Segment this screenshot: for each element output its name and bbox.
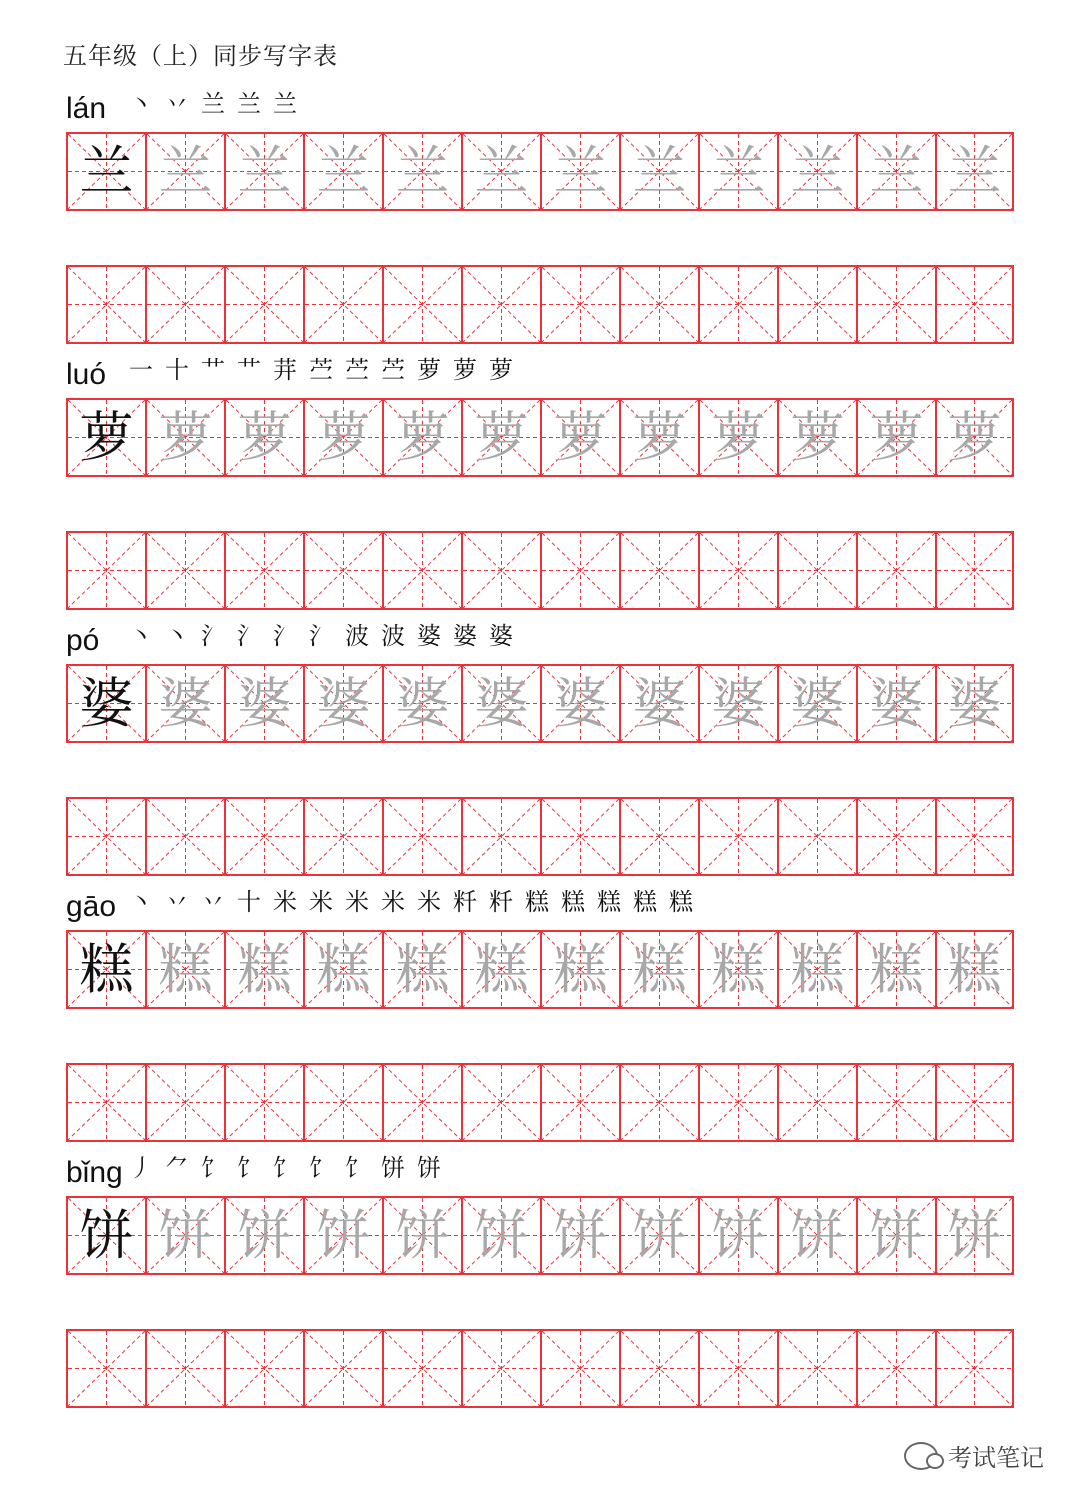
practice-cell[interactable] <box>698 799 777 874</box>
tracing-cell[interactable] <box>856 134 935 209</box>
tracing-cell[interactable] <box>224 134 303 209</box>
tracing-cell[interactable] <box>303 400 382 475</box>
tracing-cell[interactable] <box>461 400 540 475</box>
stroke-step: 苎 <box>309 356 333 384</box>
tracing-cell[interactable] <box>382 932 461 1007</box>
tracing-cell[interactable] <box>698 932 777 1007</box>
stroke-order <box>126 1156 444 1180</box>
stroke-order <box>126 624 516 648</box>
trace-character: 兰 <box>237 139 292 203</box>
tracing-cell[interactable] <box>145 932 224 1007</box>
trace-character: 婆 <box>316 671 371 735</box>
practice-cell[interactable] <box>303 1065 382 1140</box>
stroke-step: 粁 <box>489 888 513 916</box>
trace-character: 饼 <box>237 1203 292 1267</box>
trace-character: 兰 <box>632 139 687 203</box>
trace-character: 饼 <box>632 1203 687 1267</box>
practice-cell[interactable] <box>66 1065 145 1140</box>
trace-character: 饼 <box>947 1203 1002 1267</box>
tracing-cell[interactable] <box>856 932 935 1007</box>
stroke-step: 糕 <box>525 888 549 916</box>
practice-cell[interactable] <box>619 533 698 608</box>
stroke-step: 萝 <box>453 356 477 384</box>
tracing-cell[interactable] <box>777 666 856 741</box>
stroke-step: 萝 <box>489 356 513 384</box>
practice-cell[interactable] <box>619 1331 698 1406</box>
tracing-cell[interactable] <box>382 666 461 741</box>
practice-cell[interactable] <box>698 1065 777 1140</box>
trace-character: 兰 <box>474 139 529 203</box>
stroke-step: 丶 <box>129 888 153 916</box>
tracing-cell[interactable] <box>303 932 382 1007</box>
page-title: 五年级（上）同步写字表 <box>63 42 338 70</box>
tracing-cell[interactable] <box>698 400 777 475</box>
tracing-cell[interactable] <box>224 1198 303 1273</box>
tracing-cell[interactable] <box>856 400 935 475</box>
practice-cell[interactable] <box>540 1331 619 1406</box>
stroke-step: 饣 <box>237 1154 261 1182</box>
trace-character: 婆 <box>947 671 1002 735</box>
stroke-step: 艹 <box>237 356 261 384</box>
practice-cell[interactable] <box>303 267 382 342</box>
model-character: 饼 <box>79 1203 134 1267</box>
practice-cell[interactable] <box>777 533 856 608</box>
tracing-cell[interactable] <box>303 666 382 741</box>
trace-character: 饼 <box>474 1203 529 1267</box>
practice-cell[interactable] <box>66 267 145 342</box>
stroke-step: 米 <box>381 888 405 916</box>
tracing-cell[interactable] <box>619 1198 698 1273</box>
pinyin-label: bǐng <box>66 1156 123 1189</box>
trace-character: 兰 <box>316 139 371 203</box>
model-cell <box>66 400 145 475</box>
watermark <box>904 1438 1044 1473</box>
trace-character: 兰 <box>711 139 766 203</box>
practice-cell[interactable] <box>461 533 540 608</box>
stroke-step: 丶 <box>129 90 153 118</box>
practice-cell[interactable] <box>777 1065 856 1140</box>
practice-cell[interactable] <box>698 533 777 608</box>
practice-cell[interactable] <box>935 1331 1014 1406</box>
tracing-row <box>66 398 1014 477</box>
tracing-cell[interactable] <box>382 134 461 209</box>
practice-cell[interactable] <box>224 267 303 342</box>
stroke-step: 兰 <box>237 90 261 118</box>
trace-character: 兰 <box>790 139 845 203</box>
tracing-cell[interactable] <box>935 666 1014 741</box>
stroke-step: 饼 <box>417 1154 441 1182</box>
practice-cell[interactable] <box>66 1331 145 1406</box>
stroke-step: 米 <box>417 888 441 916</box>
trace-character: 糕 <box>395 937 450 1001</box>
practice-cell[interactable] <box>935 1065 1014 1140</box>
stroke-step: 丶 <box>165 622 189 650</box>
tracing-cell[interactable] <box>619 400 698 475</box>
trace-character: 萝 <box>395 405 450 469</box>
trace-character: 萝 <box>869 405 924 469</box>
tracing-cell[interactable] <box>935 400 1014 475</box>
practice-cell[interactable] <box>145 267 224 342</box>
stroke-step: 丿 <box>129 1154 153 1182</box>
stroke-step: 一 <box>129 356 153 384</box>
stroke-step: 米 <box>273 888 297 916</box>
stroke-step: 饣 <box>345 1154 369 1182</box>
trace-character: 糕 <box>790 937 845 1001</box>
stroke-step: 婆 <box>417 622 441 650</box>
tracing-cell[interactable] <box>856 1198 935 1273</box>
trace-character: 兰 <box>869 139 924 203</box>
trace-character: 婆 <box>158 671 213 735</box>
stroke-step: 氵 <box>273 622 297 650</box>
practice-cell[interactable] <box>540 533 619 608</box>
stroke-step: 氵 <box>237 622 261 650</box>
practice-cell[interactable] <box>856 267 935 342</box>
stroke-order <box>126 92 300 116</box>
trace-character: 饼 <box>553 1203 608 1267</box>
trace-character: 婆 <box>237 671 292 735</box>
stroke-step: 饣 <box>309 1154 333 1182</box>
stroke-step: 兰 <box>273 90 297 118</box>
tracing-cell[interactable] <box>303 134 382 209</box>
practice-cell[interactable] <box>540 1065 619 1140</box>
stroke-order <box>126 890 696 914</box>
trace-character: 萝 <box>474 405 529 469</box>
tracing-cell[interactable] <box>619 134 698 209</box>
stroke-step: 苎 <box>381 356 405 384</box>
tracing-cell[interactable] <box>698 666 777 741</box>
trace-character: 萝 <box>632 405 687 469</box>
model-character: 兰 <box>79 139 134 203</box>
tracing-cell[interactable] <box>145 134 224 209</box>
trace-character: 糕 <box>158 937 213 1001</box>
tracing-cell[interactable] <box>540 932 619 1007</box>
pinyin-label: pó <box>66 624 100 657</box>
practice-cell[interactable] <box>382 799 461 874</box>
watermark-text: 考试笔记 <box>948 1444 1044 1472</box>
practice-cell[interactable] <box>619 799 698 874</box>
practice-cell[interactable] <box>303 799 382 874</box>
practice-cell[interactable] <box>382 267 461 342</box>
model-character: 糕 <box>79 937 134 1001</box>
practice-cell[interactable] <box>66 799 145 874</box>
practice-cell[interactable] <box>777 1331 856 1406</box>
tracing-row <box>66 930 1014 1009</box>
trace-character: 婆 <box>711 671 766 735</box>
practice-cell[interactable] <box>935 533 1014 608</box>
practice-cell[interactable] <box>935 799 1014 874</box>
stroke-step: 糕 <box>561 888 585 916</box>
tracing-cell[interactable] <box>935 1198 1014 1273</box>
practice-row <box>66 265 1014 344</box>
stroke-step: 饼 <box>381 1154 405 1182</box>
model-cell <box>66 932 145 1007</box>
practice-cell[interactable] <box>856 1065 935 1140</box>
stroke-step: 丷 <box>165 888 189 916</box>
tracing-cell[interactable] <box>777 1198 856 1273</box>
practice-cell[interactable] <box>856 533 935 608</box>
practice-cell[interactable] <box>145 533 224 608</box>
trace-character: 糕 <box>632 937 687 1001</box>
stroke-step: 饣 <box>201 1154 225 1182</box>
practice-cell[interactable] <box>303 533 382 608</box>
stroke-step: 兰 <box>201 90 225 118</box>
tracing-cell[interactable] <box>540 666 619 741</box>
trace-character: 兰 <box>395 139 450 203</box>
trace-character: 婆 <box>474 671 529 735</box>
practice-cell[interactable] <box>145 1065 224 1140</box>
practice-cell[interactable] <box>777 267 856 342</box>
tracing-cell[interactable] <box>461 134 540 209</box>
tracing-cell[interactable] <box>698 1198 777 1273</box>
tracing-cell[interactable] <box>540 1198 619 1273</box>
stroke-step: 波 <box>345 622 369 650</box>
stroke-step: ⺈ <box>165 1154 189 1182</box>
practice-cell[interactable] <box>224 1065 303 1140</box>
practice-cell[interactable] <box>224 799 303 874</box>
tracing-cell[interactable] <box>145 400 224 475</box>
tracing-row <box>66 1196 1014 1275</box>
stroke-step: 婆 <box>453 622 477 650</box>
trace-character: 婆 <box>632 671 687 735</box>
stroke-step: 米 <box>345 888 369 916</box>
tracing-cell[interactable] <box>619 666 698 741</box>
practice-cell[interactable] <box>382 1065 461 1140</box>
tracing-cell[interactable] <box>382 1198 461 1273</box>
trace-character: 婆 <box>395 671 450 735</box>
model-cell <box>66 666 145 741</box>
trace-character: 糕 <box>947 937 1002 1001</box>
trace-character: 萝 <box>947 405 1002 469</box>
model-character: 婆 <box>79 671 134 735</box>
tracing-cell[interactable] <box>461 666 540 741</box>
tracing-cell[interactable] <box>540 134 619 209</box>
tracing-row <box>66 132 1014 211</box>
trace-character: 萝 <box>711 405 766 469</box>
practice-row <box>66 797 1014 876</box>
practice-cell[interactable] <box>856 799 935 874</box>
pinyin-label: lán <box>66 92 107 125</box>
stroke-step: 丷 <box>201 888 225 916</box>
practice-cell[interactable] <box>461 267 540 342</box>
practice-cell[interactable] <box>935 267 1014 342</box>
stroke-step: 糕 <box>597 888 621 916</box>
practice-row <box>66 531 1014 610</box>
stroke-step: 十 <box>237 888 261 916</box>
tracing-row <box>66 664 1014 743</box>
trace-character: 兰 <box>947 139 1002 203</box>
trace-character: 饼 <box>395 1203 450 1267</box>
stroke-step: 波 <box>381 622 405 650</box>
trace-character: 饼 <box>869 1203 924 1267</box>
trace-character: 糕 <box>316 937 371 1001</box>
stroke-step: 十 <box>165 356 189 384</box>
pinyin-label: luó <box>66 358 107 391</box>
model-character: 萝 <box>79 405 134 469</box>
stroke-step: 糕 <box>669 888 693 916</box>
practice-cell[interactable] <box>224 533 303 608</box>
practice-cell[interactable] <box>461 799 540 874</box>
trace-character: 饼 <box>711 1203 766 1267</box>
trace-character: 兰 <box>158 139 213 203</box>
practice-cell[interactable] <box>540 267 619 342</box>
trace-character: 兰 <box>553 139 608 203</box>
stroke-step: 丶 <box>129 622 153 650</box>
stroke-step: 丷 <box>165 90 189 118</box>
tracing-cell[interactable] <box>224 400 303 475</box>
practice-cell[interactable] <box>856 1331 935 1406</box>
trace-character: 婆 <box>869 671 924 735</box>
trace-character: 糕 <box>474 937 529 1001</box>
pinyin-label: gāo <box>66 890 117 923</box>
stroke-step: 粁 <box>453 888 477 916</box>
tracing-cell[interactable] <box>303 1198 382 1273</box>
trace-character: 饼 <box>158 1203 213 1267</box>
trace-character: 糕 <box>869 937 924 1001</box>
practice-cell[interactable] <box>382 1331 461 1406</box>
stroke-step: 艹 <box>201 356 225 384</box>
stroke-step: 氵 <box>309 622 333 650</box>
tracing-cell[interactable] <box>461 1198 540 1273</box>
stroke-step: 婆 <box>489 622 513 650</box>
practice-cell[interactable] <box>145 799 224 874</box>
tracing-cell[interactable] <box>145 666 224 741</box>
practice-cell[interactable] <box>303 1331 382 1406</box>
stroke-order <box>126 358 516 382</box>
trace-character: 糕 <box>237 937 292 1001</box>
stroke-step: 饣 <box>273 1154 297 1182</box>
trace-character: 糕 <box>553 937 608 1001</box>
practice-cell[interactable] <box>698 267 777 342</box>
stroke-step: 米 <box>309 888 333 916</box>
stroke-step: 糕 <box>633 888 657 916</box>
stroke-step: 苎 <box>345 356 369 384</box>
practice-cell[interactable] <box>619 267 698 342</box>
tracing-cell[interactable] <box>777 134 856 209</box>
trace-character: 婆 <box>553 671 608 735</box>
tracing-cell[interactable] <box>461 932 540 1007</box>
practice-cell[interactable] <box>224 1331 303 1406</box>
trace-character: 婆 <box>790 671 845 735</box>
tracing-cell[interactable] <box>777 932 856 1007</box>
tracing-cell[interactable] <box>540 400 619 475</box>
practice-cell[interactable] <box>540 799 619 874</box>
tracing-cell[interactable] <box>145 1198 224 1273</box>
practice-cell[interactable] <box>777 799 856 874</box>
wechat-icon <box>904 1442 938 1470</box>
stroke-step: 氵 <box>201 622 225 650</box>
practice-cell[interactable] <box>619 1065 698 1140</box>
tracing-cell[interactable] <box>619 932 698 1007</box>
trace-character: 萝 <box>790 405 845 469</box>
model-cell <box>66 1198 145 1273</box>
tracing-cell[interactable] <box>224 666 303 741</box>
tracing-cell[interactable] <box>935 134 1014 209</box>
practice-cell[interactable] <box>461 1331 540 1406</box>
tracing-cell[interactable] <box>856 666 935 741</box>
practice-cell[interactable] <box>698 1331 777 1406</box>
tracing-cell[interactable] <box>935 932 1014 1007</box>
tracing-cell[interactable] <box>698 134 777 209</box>
model-cell <box>66 134 145 209</box>
trace-character: 饼 <box>790 1203 845 1267</box>
practice-cell[interactable] <box>382 533 461 608</box>
trace-character: 饼 <box>316 1203 371 1267</box>
practice-row <box>66 1329 1014 1408</box>
trace-character: 萝 <box>553 405 608 469</box>
practice-cell[interactable] <box>461 1065 540 1140</box>
stroke-step: 萝 <box>417 356 441 384</box>
practice-cell[interactable] <box>66 533 145 608</box>
trace-character: 糕 <box>711 937 766 1001</box>
trace-character: 萝 <box>158 405 213 469</box>
trace-character: 萝 <box>316 405 371 469</box>
tracing-cell[interactable] <box>382 400 461 475</box>
tracing-cell[interactable] <box>777 400 856 475</box>
practice-row <box>66 1063 1014 1142</box>
trace-character: 萝 <box>237 405 292 469</box>
stroke-step: 茾 <box>273 356 297 384</box>
tracing-cell[interactable] <box>224 932 303 1007</box>
practice-cell[interactable] <box>145 1331 224 1406</box>
